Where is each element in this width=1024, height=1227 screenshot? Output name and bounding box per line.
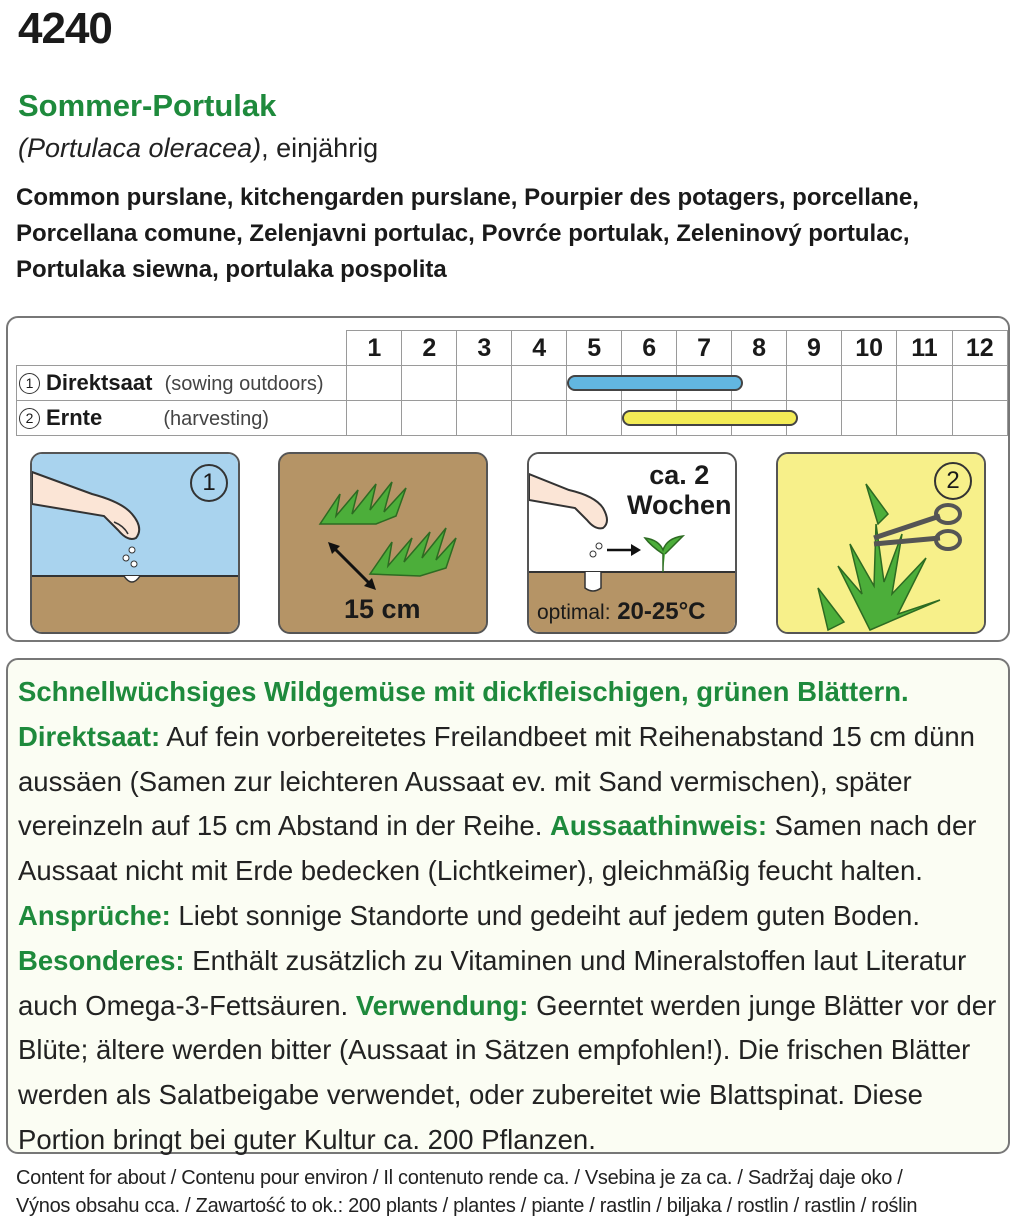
month-header: 2 (402, 331, 457, 366)
month-header: 1 (347, 331, 402, 366)
harvest-period-bar (622, 410, 799, 426)
calendar-row-sowing (17, 366, 1008, 401)
calendar-corner (17, 331, 347, 366)
direktsaat-label: Direktsaat: (18, 720, 161, 752)
description-panel (6, 658, 1010, 1154)
germination-pictogram (527, 452, 737, 634)
description-text (18, 670, 1004, 1163)
ansprueche-text: Liebt sonnige Standorte und gedeiht auf jedem guten Boden. (170, 899, 920, 931)
month-header: 12 (952, 331, 1007, 366)
harvest-pictogram (776, 452, 986, 634)
headline: Schnellwüchsiges Wildgemüse mit dickfleischigen, grünen Blättern. (18, 676, 909, 707)
marker-1-icon: 1 (190, 464, 228, 502)
calendar-row-harvest (17, 401, 1008, 436)
common-names: Common purslane, kitchengarden purslane, Pourpier des potagers, porcellane, Porcellana comune, Zelenjavni portulac, Povrće portulak, Zeleninový portulac, Portulaka siewna, portulaka pospolita (16, 184, 919, 283)
marker-2-icon: 2 (19, 408, 40, 429)
marker-1-icon: 1 (19, 373, 40, 394)
month-header: 3 (457, 331, 512, 366)
month-header: 7 (677, 331, 732, 366)
besonderes-label: Besonderes: (18, 944, 185, 976)
footer-line-1: Content for about / Contenu pour environ / Il contenuto rende ca. / Vsebina je za ca. / Sadržaj daje oko / (16, 1167, 903, 1189)
calendar-panel (6, 316, 1010, 642)
hinweis-label: Aussaathinweis: (549, 810, 767, 842)
lifecycle: , einjährig (261, 133, 379, 163)
row-label-harvest: 2 Ernte (harvesting) (17, 401, 347, 436)
besonderes-text: Enthält zusätzlich zu Vitaminen und Mineralstoffen laut Literatur auch Omega-3-Fettsäuren. (18, 944, 967, 1021)
sowing-period-bar (567, 375, 744, 391)
article-number: 4240 (18, 4, 112, 53)
product-title: Sommer-Portulak (18, 88, 277, 123)
direktsaat-text: Auf fein vorbereitetes Freilandbeet mit Reihenabstand 15 cm dünn aussäen (Samen zur leichteren Aussaat ev. mit Sand vermischen), später vereinzeln auf 15 cm Abstand in der Reihe. (18, 720, 975, 842)
month-header: 6 (622, 331, 677, 366)
subtitle (18, 133, 378, 164)
hinweis-text: Samen nach der Aussaat nicht mit Erde bedecken (Lichtkeimer), gleichmäßig feucht halten. (18, 810, 977, 887)
calendar-table (16, 330, 1008, 436)
spacing-pictogram (278, 452, 488, 634)
verwendung-text: Geerntet werden junge Blätter vor der Blüte; ältere werden bitter (Aussaat in Sätzen empfohlen!). Die frischen Blätter werden als Salatbeigabe verwendet, oder zubereitet wie Blattspinat. Diese Portion bringt bei guter Kultur ca. 200 Pflanzen. (18, 989, 997, 1155)
sowing-pictogram (30, 452, 240, 634)
month-header: 10 (841, 331, 896, 366)
verwendung-label: Verwendung: (355, 989, 529, 1021)
footer-line-2: Výnos obsahu cca. / Zawartość to ok.: 200 plants / plantes / piante / rastlin / biljaka / rostlin / rastlin / roślin (16, 1195, 918, 1217)
germination-duration: ca. 2 Wochen (627, 460, 732, 520)
latin-name: (Portulaca oleracea) (18, 133, 262, 163)
spacing-label: 15 cm (344, 594, 421, 624)
footer (16, 1164, 1016, 1220)
row-label-sowing: 1 Direktsaat (sowing outdoors) (17, 366, 347, 401)
ansprueche-label: Ansprüche: (18, 899, 171, 931)
month-header: 8 (732, 331, 787, 366)
month-header: 9 (787, 331, 842, 366)
month-header: 11 (897, 331, 952, 366)
month-header: 4 (512, 331, 567, 366)
month-header: 5 (567, 331, 622, 366)
germination-temperature: optimal: 20-25°C (537, 598, 706, 625)
marker-2-icon: 2 (934, 462, 972, 500)
